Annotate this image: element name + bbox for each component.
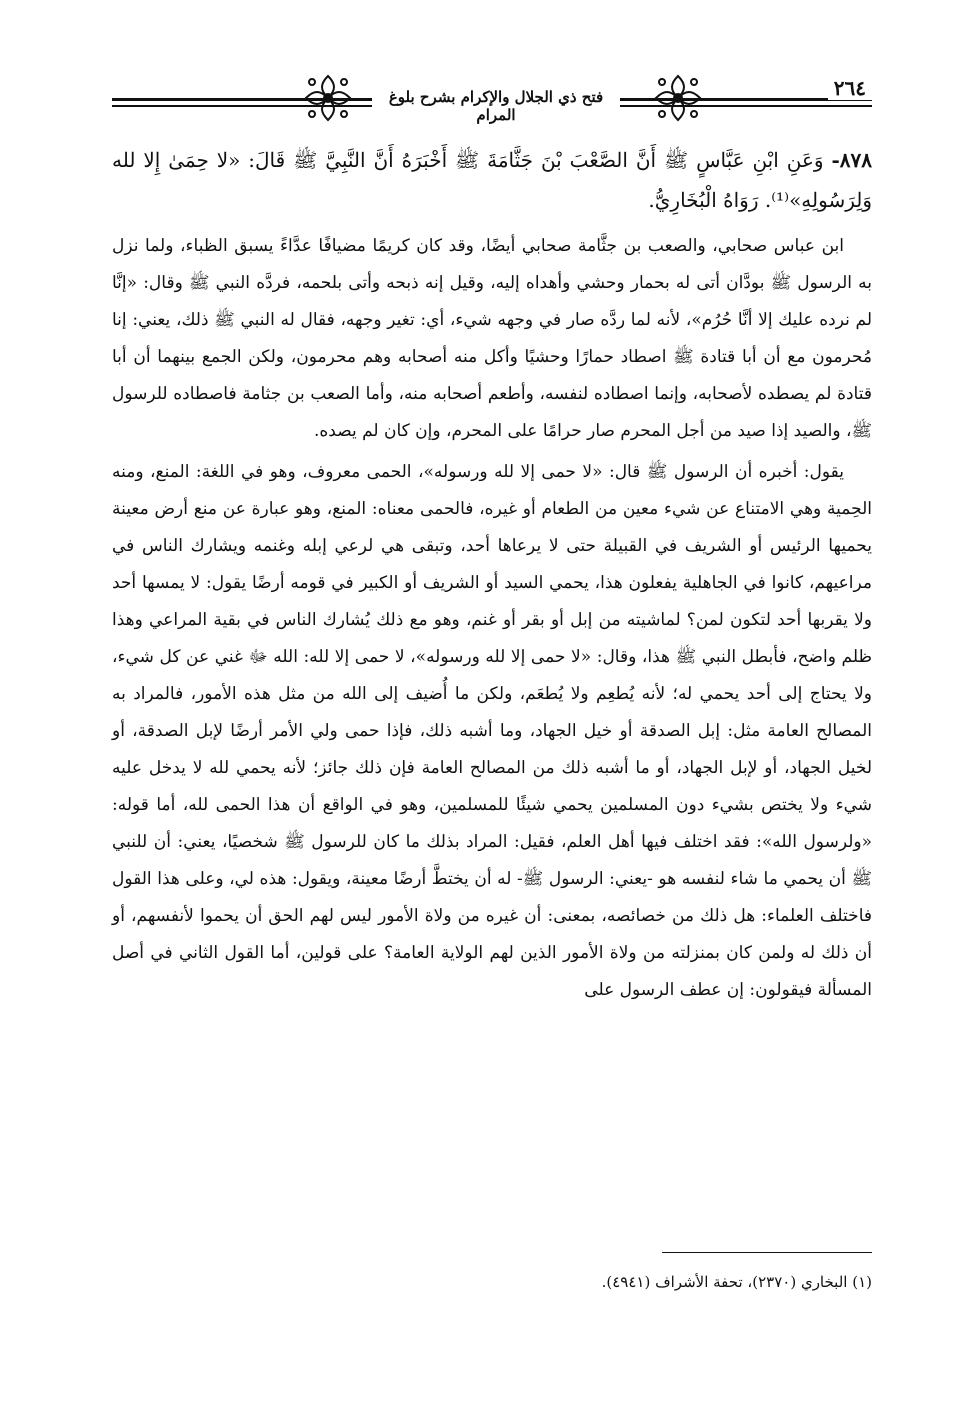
- hadith-number: ٨٧٨-: [831, 148, 873, 172]
- footnote: (١) البخاري (٢٣٧٠)، تحفة الأشراف (٤٩٤١).: [601, 1273, 872, 1291]
- book-title: فتح ذي الجلال والإكرام بشرح بلوغ المرام: [372, 88, 620, 124]
- footnote-rule: [662, 1252, 872, 1253]
- page-number: ٢٦٤: [828, 76, 872, 100]
- ornament-left-icon: [302, 72, 354, 124]
- ornament-right-icon: [652, 72, 704, 124]
- hadith-body: وَعَنِ ابْنِ عَبَّاسٍ ﷺ أَنَّ الصَّعْبَ بْنَ جَثَّامَةَ ﷺ أَخْبَرَهُ أَنَّ النَّبِيَّ ﷺ قَالَ: «لا حِمَىٰ إِلا لله وَلِرَسُولِهِ»⁽¹⁾. رَوَاهُ الْبُخَارِيُّ.: [112, 148, 872, 212]
- page-header: [112, 58, 872, 128]
- page-content: [112, 140, 872, 1009]
- commentary-paragraph-1: ابن عباس صحابي، والصعب بن جثَّامة صحابي أيضًا، وقد كان كريمًا مضيافًا عدَّاءً يسبق الظباء، ولما نزل به الرسول ﷺ بودَّان أتى له بحمار وحشي وأهداه إليه، وقيل إنه ذبحه وأتى بلحمه، فردَّه النبي ﷺ وقال: «إنَّا لم نرده عليك إلا أنَّا حُرُم»، لأنه لما ردَّه صار في وجهه شيء، أي: تغير وجهه، فقال له النبي ﷺ ذلك، يعني: إنا مُحرمون مع أن أبا قتادة ﷺ اصطاد حمارًا وحشيًا وأكل منه أصحابه وهم محرمون، ولكن الجمع بينهما أن أبا قتادة لم يصطده لأصحابه، وإنما اصطاده لنفسه، وأطعم أصحابه منه، وأما الصعب بن جثامة فاصطاده للرسول ﷺ، والصيد إذا صيد من أجل المحرم صار حرامًا على المحرم، وإن كان لم يصده.: [112, 236, 872, 441]
- hadith-text: [112, 140, 872, 220]
- commentary-paragraph-2: يقول: أخبره أن الرسول ﷺ قال: «لا حمى إلا لله ورسوله»، الحمى معروف، وهو في اللغة: المنع، ومنه الحِمية وهي الامتناع عن شيء معين من الطعام أو غيره، فالحمى معناه: المنع، وهو عبارة عن منع أرض معينة يحميها الرئيس أو الشريف في القبيلة حتى لا يرعاها أحد، وتبقى هي لرعي إبله وغنمه ويشارك الناس في مراعيهم، كانوا في الجاهلية يفعلون هذا، يحمي السيد أو الشريف أو الكبير في قومه أرضًا يقول: لا يمسها أحد ولا يقربها أحد لتكون لمن؟ لماشيته من إبل أو بقر أو غنم، وهو مع ذلك يُشارك الناس في بقية المراعي وهذا ظلم واضح، فأبطل النبي ﷺ هذا، وقال: «لا حمى إلا لله ورسوله»، لا حمى إلا لله: الله ﷻ غني عن كل شيء، ولا يحتاج إلى أحد يحمي له؛ لأنه يُطعِم ولا يُطعَم، ولكن ما أُضيف إلى الله من مثل هذه الأمور، فالمراد به المصالح العامة مثل: إبل الصدقة أو خيل الجهاد، وما أشبه ذلك، فإذا حمى ولي الأمر أرضًا لإبل الصدقة، أو لخيل الجهاد، أو لإبل الجهاد، أو ما أشبه ذلك من المصالح العامة فإن ذلك جائز؛ لأنه يحمي لله لا يدخل عليه شيء ولا يختص بشيء دون المسلمين يحمي شيئًا للمسلمين، وهو في الواقع أن هذا الحمى لله، أما قوله: «ولرسول الله»: فقد اختلف فيها أهل العلم، فقيل: المراد بذلك ما كان للرسول ﷺ شخصيًا، يعني: أن للنبي ﷺ أن يحمي ما شاء لنفسه هو -يعني: الرسول ﷺ- له أن يختطَّ أرضًا معينة، ويقول: هذه لي، وعلى هذا القول فاختلف العلماء: هل ذلك من خصائصه، بمعنى: أن غيره من ولاة الأمور ليس لهم الحق أن يحموا لأنفسهم، أو أن ذلك له ولمن كان بمنزلته من ولاة الأمور الذين لهم الولاية العامة؟ على قولين، أما القول الثاني في أصل المسألة فيقولون: إن عطف الرسول على: [112, 462, 872, 1000]
